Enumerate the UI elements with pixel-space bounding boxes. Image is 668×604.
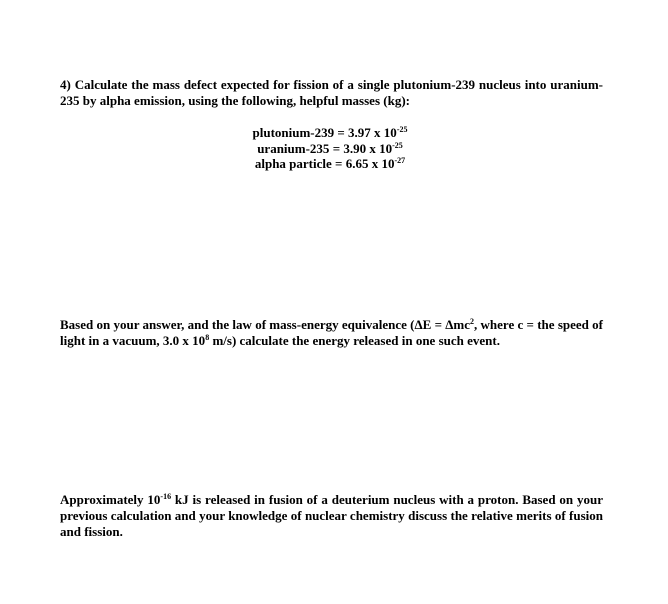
text-segment: Approximately 10 bbox=[60, 492, 161, 507]
question-2-text bbox=[60, 317, 603, 349]
text-segment: m/s) calculate the energy released in one such event. bbox=[209, 333, 500, 348]
superscript: -16 bbox=[160, 492, 172, 501]
mass-item-plutonium bbox=[230, 125, 430, 141]
superscript: 2 bbox=[470, 317, 475, 326]
mass-exponent: -25 bbox=[396, 125, 408, 134]
mass-exponent: -27 bbox=[394, 156, 406, 165]
question-1-text: 4) Calculate the mass defect expected for fission of a single plutonium-239 nucleus into uranium-235 by alpha emission, using the following, helpful masses (kg): bbox=[60, 77, 603, 108]
mass-item-alpha bbox=[230, 156, 430, 172]
question-3-text bbox=[60, 492, 603, 540]
text-segment: Based on your answer, and the law of mass-energy equivalence (ΔE = Δmc bbox=[60, 317, 471, 332]
text-segment: kJ is released in fusion of a deuterium nucleus with a proton. Based on your previous calculation and your knowledge of nuclear chemistry discuss the relative merits of fusion and fission. bbox=[60, 492, 603, 539]
mass-exponent: -25 bbox=[392, 140, 403, 150]
superscript: 8 bbox=[205, 333, 210, 342]
mass-label: plutonium-239 bbox=[252, 125, 335, 140]
mass-value: = 3.90 x 10 bbox=[332, 140, 393, 156]
mass-item-uranium bbox=[230, 141, 430, 157]
mass-label: uranium-235 bbox=[257, 140, 330, 156]
mass-list bbox=[230, 125, 430, 172]
text-segment: , where c = the speed of light in a vacuum, 3.0 x 10 bbox=[60, 317, 603, 348]
mass-value: = 6.65 x 10 bbox=[335, 156, 395, 171]
mass-label: alpha particle bbox=[254, 156, 332, 171]
mass-value: = 3.97 x 10 bbox=[337, 125, 397, 140]
